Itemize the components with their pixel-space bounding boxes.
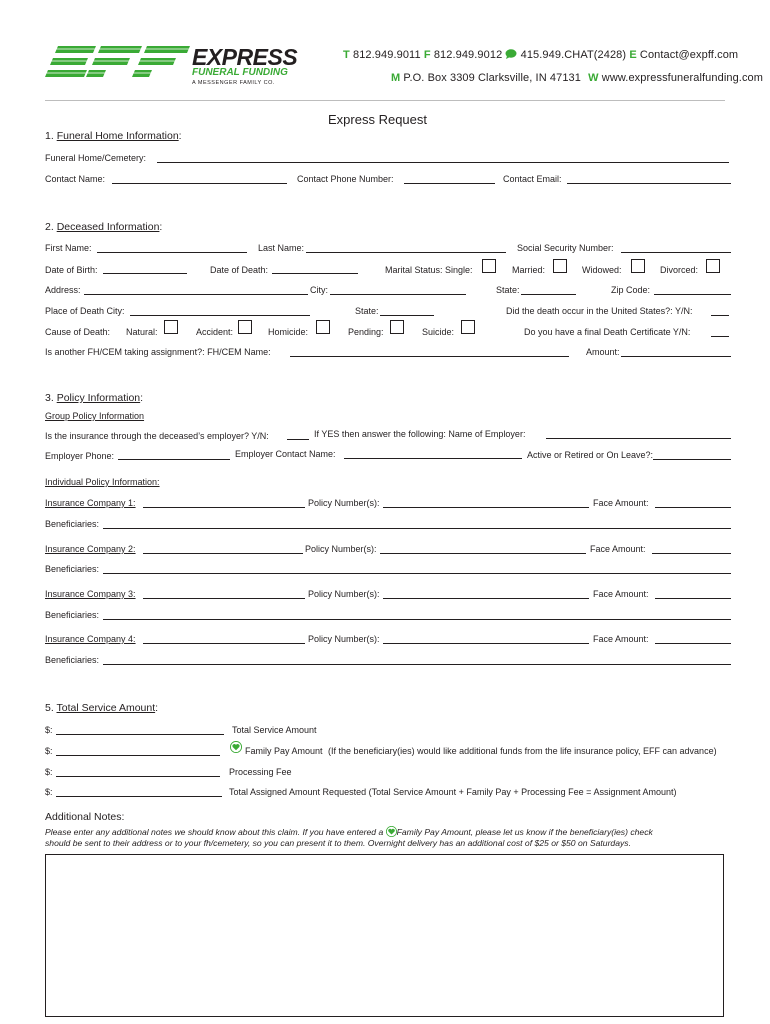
- mail-prefix: M: [391, 72, 401, 84]
- us-death-label: Did the death occur in the United States?: Y/N:: [506, 306, 693, 316]
- insurance-company-label: Insurance Company 2:: [45, 544, 136, 554]
- fax-prefix: F: [423, 49, 431, 61]
- insurance-company-field[interactable]: [143, 598, 305, 599]
- employer-question-field[interactable]: [287, 439, 309, 440]
- ssn-label: Social Security Number:: [517, 243, 614, 253]
- heart-icon: [386, 826, 397, 837]
- marital-single-label: Marital Status: Single:: [385, 265, 473, 275]
- face-amount-label: Face Amount:: [593, 634, 649, 644]
- active-retired-label: Active or Retired or On Leave?:: [527, 450, 654, 460]
- face-amount-label: Face Amount:: [593, 589, 649, 599]
- suicide-checkbox[interactable]: [461, 320, 475, 334]
- section-number: 5.: [45, 702, 54, 714]
- face-amount-field[interactable]: [655, 598, 731, 599]
- section-number: 2.: [45, 221, 54, 233]
- policy-number-label: Policy Number(s):: [305, 544, 377, 554]
- face-amount-field[interactable]: [652, 553, 731, 554]
- section-colon: :: [159, 221, 163, 233]
- dob-field[interactable]: [103, 273, 187, 274]
- insurance-company-label: Insurance Company 1:: [45, 498, 136, 508]
- insurance-company-label: Insurance Company 4:: [45, 634, 136, 644]
- beneficiaries-label: Beneficiaries:: [45, 610, 100, 620]
- ssn-field[interactable]: [621, 252, 731, 253]
- first-name-field[interactable]: [97, 252, 247, 253]
- policy-number-field[interactable]: [383, 643, 589, 644]
- section-title: Total Service Amount: [56, 702, 156, 714]
- face-amount-label: Face Amount:: [593, 498, 649, 508]
- married-checkbox[interactable]: [553, 259, 567, 273]
- individual-policy-heading: Individual Policy Information:: [45, 477, 160, 487]
- homicide-checkbox[interactable]: [316, 320, 330, 334]
- beneficiaries-label: Beneficiaries:: [45, 655, 100, 665]
- final-cert-field[interactable]: [711, 336, 729, 337]
- additional-notes-textarea[interactable]: [45, 854, 724, 1017]
- phone-prefix: T: [343, 49, 350, 61]
- mail-address: P.O. Box 3309 Clarksville, IN 47131: [403, 72, 581, 84]
- married-label: Married:: [512, 265, 546, 275]
- state-label: State:: [496, 285, 520, 295]
- dollar-label: $:: [45, 746, 53, 756]
- first-name-label: First Name:: [45, 243, 92, 253]
- beneficiaries-field[interactable]: [103, 619, 731, 620]
- website-link[interactable]: www.expressfuneralfunding.com: [601, 72, 764, 84]
- policy-number-field[interactable]: [383, 598, 589, 599]
- dod-field[interactable]: [272, 273, 358, 274]
- section-number: 3.: [45, 392, 54, 404]
- additional-notes-heading: Additional Notes:: [45, 811, 125, 823]
- beneficiaries-label: Beneficiaries:: [45, 519, 100, 529]
- dob-label: Date of Birth:: [45, 265, 98, 275]
- family-pay-amount-label: [245, 746, 717, 756]
- beneficiaries-field[interactable]: [103, 528, 731, 529]
- contact-email-label: Contact Email:: [503, 174, 562, 184]
- natural-checkbox[interactable]: [164, 320, 178, 334]
- policy-number-field[interactable]: [383, 507, 589, 508]
- face-amount-field[interactable]: [655, 643, 731, 644]
- widowed-checkbox[interactable]: [631, 259, 645, 273]
- notes-instructions-line1: [45, 826, 653, 837]
- dollar-label: $:: [45, 725, 53, 735]
- section-colon: :: [178, 130, 182, 142]
- notes-text: Please enter any additional notes we should know about this claim. If you have entered a: [45, 827, 384, 837]
- employer-name-field[interactable]: [546, 438, 731, 439]
- address-field[interactable]: [84, 294, 308, 295]
- insurance-company-field[interactable]: [143, 553, 303, 554]
- section-title: Deceased Information: [56, 221, 160, 233]
- single-checkbox[interactable]: [482, 259, 496, 273]
- divorced-checkbox[interactable]: [706, 259, 720, 273]
- beneficiaries-field[interactable]: [103, 664, 731, 665]
- section-number: 1.: [45, 130, 54, 142]
- policy-number-label: Policy Number(s):: [308, 498, 380, 508]
- family-pay-title: Family Pay Amount: [245, 746, 323, 756]
- accident-label: Accident:: [196, 327, 234, 337]
- other-fh-field[interactable]: [290, 356, 569, 357]
- cause-label: Cause of Death:: [45, 327, 111, 337]
- face-amount-label: Face Amount:: [590, 544, 646, 554]
- face-amount-field[interactable]: [655, 507, 731, 508]
- employer-name-label: If YES then answer the following: Name of Employer:: [314, 429, 526, 439]
- section-colon: :: [155, 702, 159, 714]
- final-cert-label: Do you have a final Death Certificate Y/N:: [524, 327, 691, 337]
- group-policy-heading: Group Policy Information: [45, 411, 145, 421]
- funeral-home-field[interactable]: [157, 162, 729, 163]
- city-label: City:: [310, 285, 328, 295]
- section-title: Funeral Home Information: [56, 130, 179, 142]
- total-service-amount-label: Total Service Amount: [232, 725, 317, 735]
- death-state-label: State:: [355, 306, 379, 316]
- employer-phone-field[interactable]: [118, 459, 230, 460]
- total-assigned-amount-label: Total Assigned Amount Requested (Total Service Amount + Family Pay + Processing Fee = Assignment Amount): [229, 787, 677, 797]
- state-field[interactable]: [521, 294, 576, 295]
- death-state-field[interactable]: [380, 315, 434, 316]
- policy-number-label: Policy Number(s):: [308, 589, 380, 599]
- insurance-company-field[interactable]: [143, 507, 305, 508]
- last-name-label: Last Name:: [258, 243, 305, 253]
- employer-question-label: Is the insurance through the deceased’s employer? Y/N:: [45, 431, 269, 441]
- natural-label: Natural:: [126, 327, 158, 337]
- fax-number[interactable]: 812.949.9012: [433, 49, 503, 61]
- suicide-label: Suicide:: [422, 327, 455, 337]
- widowed-label: Widowed:: [582, 265, 622, 275]
- policy-number-field[interactable]: [380, 553, 586, 554]
- contact-line-1: [343, 49, 738, 61]
- zip-field[interactable]: [654, 294, 731, 295]
- email-address[interactable]: Contact@expff.com: [639, 49, 739, 61]
- contact-phone-label: Contact Phone Number:: [297, 174, 394, 184]
- brand-subtitle: FUNERAL FUNDING: [192, 67, 288, 78]
- eff-logo-icon: [44, 44, 190, 86]
- notes-instructions-line2: should be sent to their address or to your fh/cemetery, so you can present it to them. Overnight delivery has an additional cost of $25 or $50 on Saturdays.: [45, 838, 631, 848]
- accident-checkbox[interactable]: [238, 320, 252, 334]
- phone-number[interactable]: 812.949.9011: [352, 49, 421, 61]
- amount-label: Amount:: [586, 347, 620, 357]
- email-prefix: E: [629, 49, 637, 61]
- total-service-amount-field[interactable]: [56, 734, 224, 735]
- us-death-field[interactable]: [711, 315, 729, 316]
- section5-heading: [45, 702, 158, 714]
- contact-phone-field[interactable]: [404, 183, 495, 184]
- funeral-home-label: Funeral Home/Cemetery:: [45, 153, 147, 163]
- employer-contact-label: Employer Contact Name:: [235, 449, 336, 459]
- processing-fee-label: Processing Fee: [229, 767, 292, 777]
- form-title: Express Request: [328, 112, 427, 127]
- pending-label: Pending:: [348, 327, 384, 337]
- brand-tagline: A MESSENGER FAMILY CO.: [192, 80, 275, 86]
- processing-fee-field[interactable]: [56, 776, 220, 777]
- other-fh-label: Is another FH/CEM taking assignment?: FH/CEM Name:: [45, 347, 271, 357]
- family-pay-amount-field[interactable]: [56, 755, 220, 756]
- section2-heading: [45, 221, 162, 233]
- zip-label: Zip Code:: [611, 285, 651, 295]
- insurance-company-label: Insurance Company 3:: [45, 589, 136, 599]
- total-assigned-amount-field[interactable]: [56, 796, 222, 797]
- employer-contact-field[interactable]: [344, 458, 522, 459]
- header-divider: [45, 100, 725, 101]
- place-city-field[interactable]: [130, 315, 310, 316]
- brand-name: EXPRESS: [192, 44, 298, 70]
- beneficiaries-label: Beneficiaries:: [45, 564, 100, 574]
- contact-name-label: Contact Name:: [45, 174, 106, 184]
- chat-number[interactable]: 415.949.CHAT(2428): [520, 49, 627, 61]
- family-pay-note: (If the beneficiary(ies) would like additional funds from the life insurance policy, EFF can advance): [328, 746, 717, 756]
- dollar-label: $:: [45, 767, 53, 777]
- amount-field[interactable]: [621, 356, 731, 357]
- dod-label: Date of Death:: [210, 265, 269, 275]
- contact-email-field[interactable]: [567, 183, 731, 184]
- chat-bubble-icon: [505, 49, 517, 59]
- place-city-label: Place of Death City:: [45, 306, 125, 316]
- last-name-field[interactable]: [306, 252, 506, 253]
- section1-heading: [45, 130, 182, 142]
- divorced-label: Divorced:: [660, 265, 699, 275]
- contact-name-field[interactable]: [112, 183, 287, 184]
- heart-icon: [230, 741, 242, 753]
- section-title: Policy Information: [56, 392, 141, 404]
- section3-heading: [45, 392, 143, 404]
- active-retired-field[interactable]: [653, 459, 731, 460]
- employer-phone-label: Employer Phone:: [45, 451, 115, 461]
- contact-line-2: [391, 72, 763, 84]
- address-label: Address:: [45, 285, 81, 295]
- beneficiaries-field[interactable]: [103, 573, 731, 574]
- homicide-label: Homicide:: [268, 327, 309, 337]
- dollar-label: $:: [45, 787, 53, 797]
- pending-checkbox[interactable]: [390, 320, 404, 334]
- notes-text: Family Pay Amount, please let us know if the beneficiary(ies) check: [396, 827, 653, 837]
- insurance-company-field[interactable]: [143, 643, 305, 644]
- web-prefix: W: [588, 72, 599, 84]
- city-field[interactable]: [330, 294, 466, 295]
- policy-number-label: Policy Number(s):: [308, 634, 380, 644]
- section-colon: :: [140, 392, 144, 404]
